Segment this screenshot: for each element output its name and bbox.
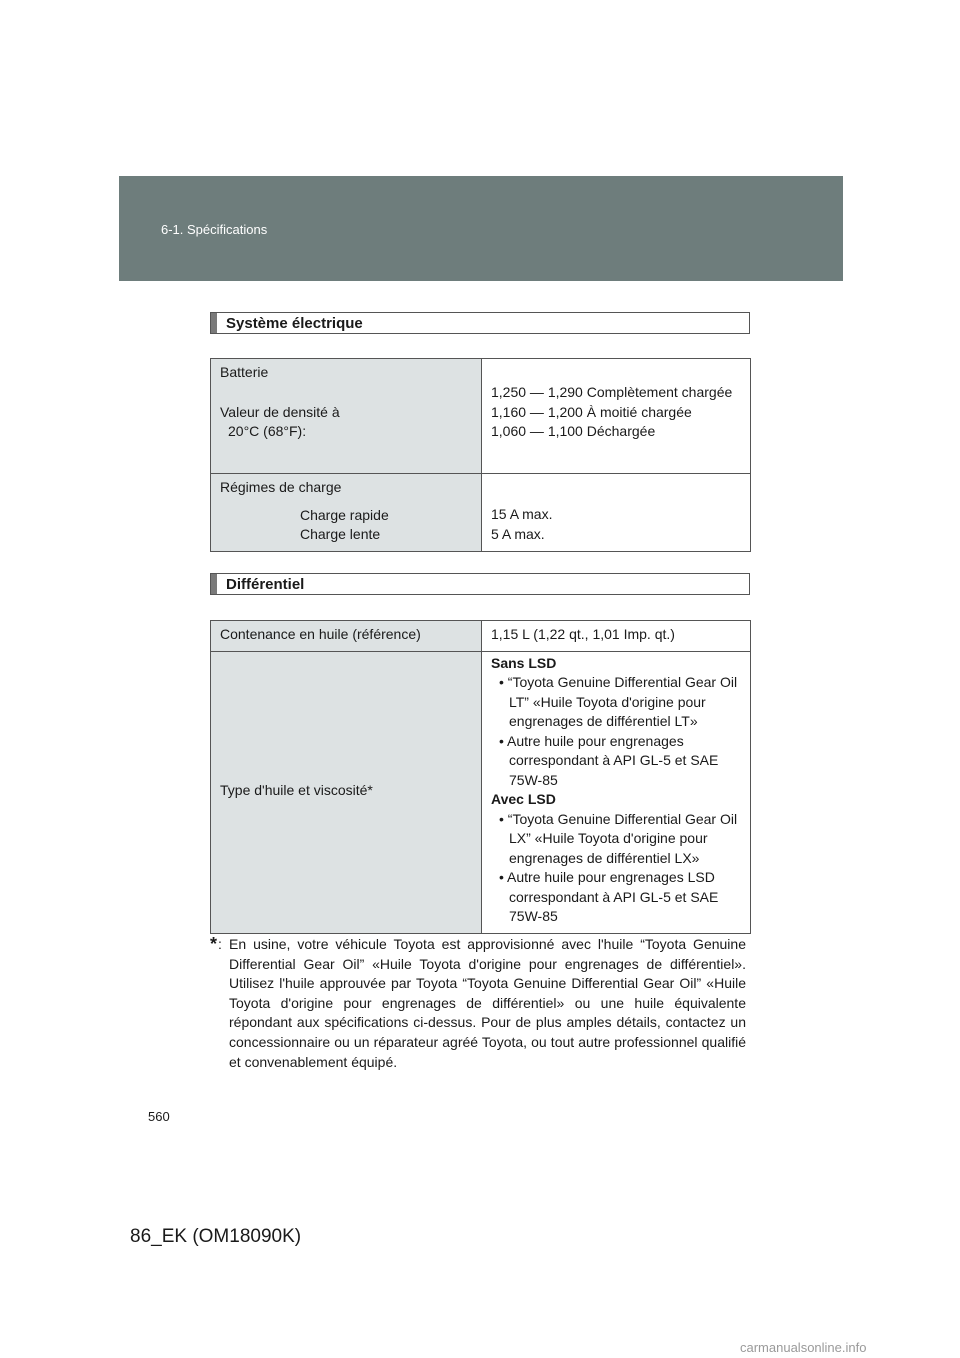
footnote-text: En usine, votre véhicule Toyota est approvisionné avec l'huile “Toyota Genuine Differential Gear Oil” «Huile Toyota d'origine pour engrenages de différentiel». Utilisez l'huile approuvée par Toyota “Toyota Genuine Differential Gear Oil” «Huile Toyota d'origine pour engrenages de différentiel» ou une huile équivalente répondant aux spécifications ci-dessus. Pour de plus amples détails, contactez un concessionnaire ou un réparateur agréé Toyota, ou tout autre professionnel qualifié et convenablement équipé. [229,936,746,1070]
header-band [119,176,843,281]
density-label-line2: 20°C (68°F): [228,423,307,439]
list-item: • Autre huile pour engrenages correspondant à API GL-5 et SAE 75W-85 [499,732,719,788]
battery-heading: Batterie [220,364,269,380]
table-row-oil-type [211,651,751,933]
footnote-marker: * [210,934,218,954]
capacity-label-cell [211,621,482,652]
table-row-charge [211,474,751,552]
charge-slow-label: Charge lente [300,526,381,542]
footnote-colon: : [218,936,222,952]
density-value-half: 1,160 — 1,200 À moitié chargée [491,403,692,420]
page-number: 560 [148,1109,170,1124]
section-heading-differential [210,573,750,595]
table-row-capacity [211,621,751,652]
differential-spec-table [210,620,751,934]
footnote [210,935,746,1072]
list-item: • “Toyota Genuine Differential Gear Oil LT” «Huile Toyota d'origine pour engrenages de différentiel LT» [499,674,738,729]
charge-label-cell [211,474,482,552]
battery-value-cell [482,359,751,474]
heading-accent-bar [211,574,217,594]
density-label-line1: Valeur de densité à [220,403,340,420]
oil-type-label: Type d'huile et viscosité* [220,782,373,799]
list-item: • “Toyota Genuine Differential Gear Oil LX” «Huile Toyota d'origine pour engrenages de différentiel LX» [499,810,738,866]
section-title-differential: Différentiel [226,576,305,593]
group-name-without-lsd: Sans LSD [491,654,557,671]
table-row-battery [211,359,751,474]
density-value-full: 1,250 — 1,290 Complètement chargée [491,384,733,400]
section-breadcrumb: 6-1. Spécifications [161,222,268,237]
section-heading-electrical [210,312,750,334]
document-code: 86_EK (OM18090K) [130,1226,302,1247]
oil-type-value-cell [482,651,751,933]
list-item: • Autre huile pour engrenages LSD correspondant à API GL-5 et SAE 75W-85 [499,869,719,924]
oil-type-label-cell [211,651,482,933]
section-title-electrical: Système électrique [226,315,363,332]
charge-heading: Régimes de charge [220,479,342,495]
capacity-value: 1,15 L (1,22 qt., 1,01 Imp. qt.) [491,626,675,642]
group-name-with-lsd: Avec LSD [491,791,556,807]
electrical-spec-table [210,358,751,552]
capacity-label: Contenance en huile (référence) [220,626,421,642]
charge-slow-value: 5 A max. [491,525,545,542]
heading-accent-bar [211,313,217,333]
watermark-text: carmanualsonline.info [740,1340,867,1355]
density-value-empty: 1,060 — 1,100 Déchargée [491,423,656,439]
charge-rapid-value: 15 A max. [491,506,553,522]
charge-value-cell [482,474,751,552]
charge-rapid-label: Charge rapide [300,506,389,523]
capacity-value-cell [482,621,751,652]
battery-label-cell [211,359,482,474]
